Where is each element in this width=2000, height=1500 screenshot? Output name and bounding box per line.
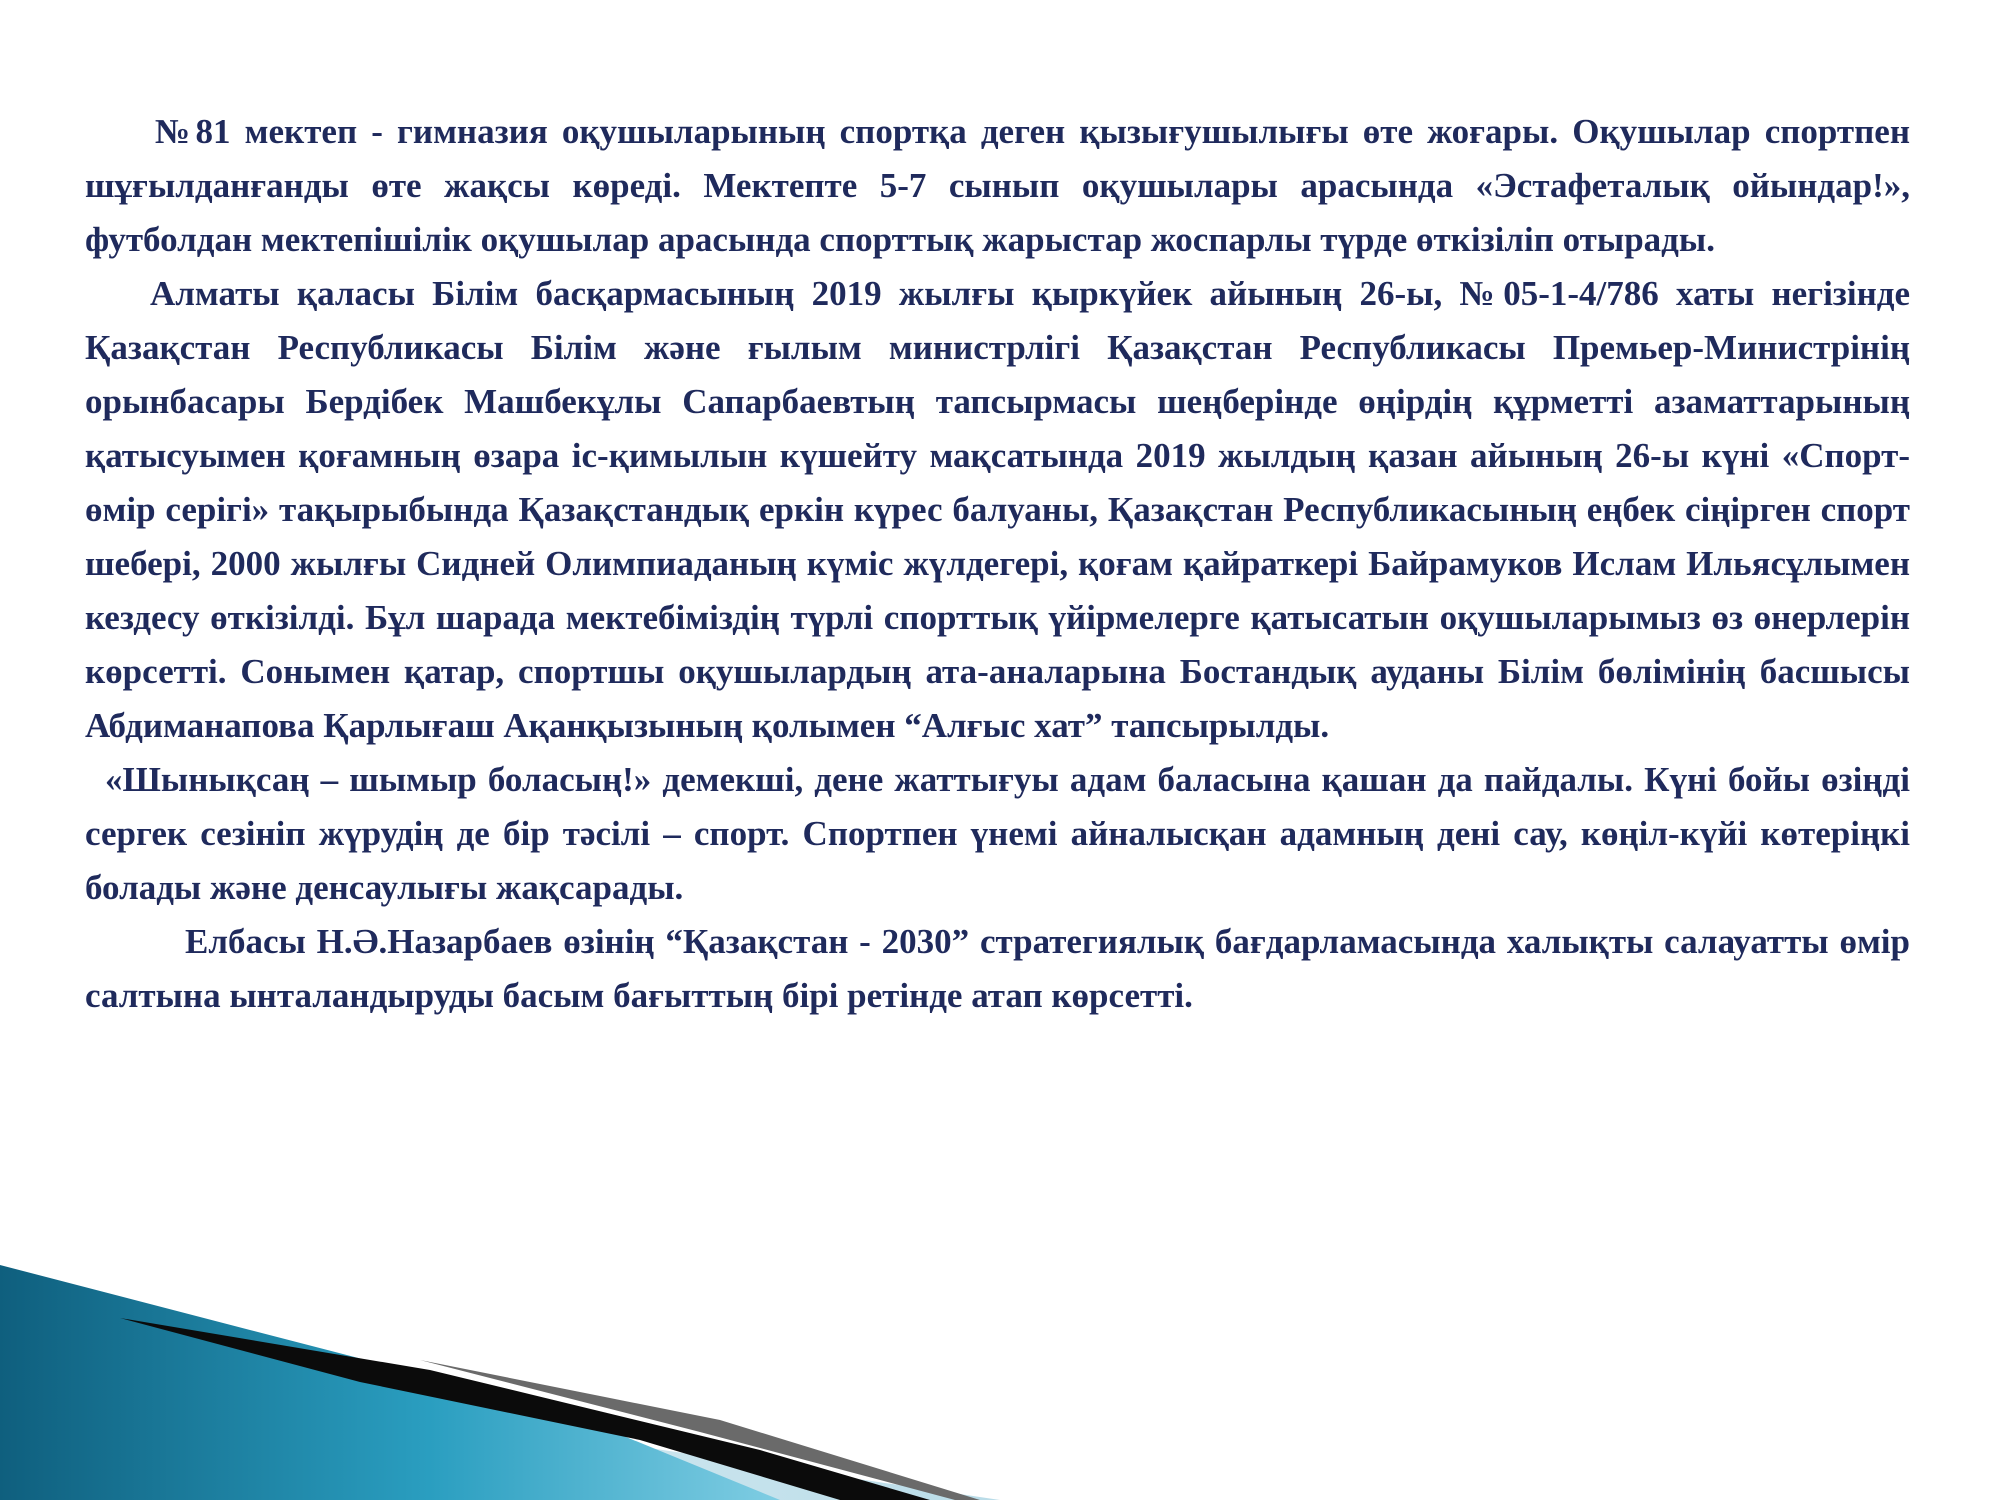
- grey-edge-shape: [420, 1360, 980, 1500]
- slide-text-body: [85, 105, 1910, 1023]
- paragraph-school-sports-interest: №81 мектеп - гимназия оқушыларының спортқа деген қызығушылығы өте жоғары. Оқушылар спортпен шұғылданғанды өте жақсы көреді. Мектепте 5-7 сынып оқушылары арасында «Эстафеталық ойындар!», футболдан мектепішілік оқушылар арасында спорттық жарыстар жоспарлы түрде өткізіліп отырады.: [85, 112, 1910, 259]
- dark-band-shape: [120, 1318, 930, 1500]
- paragraph-sport-benefits: «Шынықсаң – шымыр боласың!» демекші, дене жаттығуы адам баласына қашан да пайдалы. Күні бойы өзіңді сергек сезініп жүрудің де бір тәсілі – спорт. Спортпен үнемі айналысқан адамның дені сау, көңіл-күйі көтеріңкі болады және денсаулығы жақсарады.: [85, 760, 1910, 907]
- pale-sweep-shape: [0, 1295, 1000, 1500]
- paragraph-meeting-event: Алматы қаласы Білім басқармасының 2019 жылғы қыркүйек айының 26-ы, №05-1-4/786 хаты негізінде Қазақстан Республикасы Білім және ғылым министрлігі Қазақстан Республикасы Премьер-Министрінің орынбасары Бердібек Машбекұлы Сапарбаевтың тапсырмасы шеңберінде өңірдің құрметті азаматтарының қатысуымен қоғамның өзара іс-қимылын күшейту мақсатында 2019 жылдың қазан айының 26-ы күні «Спорт-өмір серігі» тақырыбында Қазақстандық еркін күрес балуаны, Қазақстан Республикасының еңбек сіңірген спорт шебері, 2000 жылғы Сидней Олимпиаданың күміс жүлдегері, қоғам қайраткері Байрамуков Ислам Ильясұлымен кездесу өткізілді. Бұл шарада мектебіміздің түрлі спорттық үйірмелерге қатысатын оқушыларымыз өз өнерлерін көрсетті. Сонымен қатар, спортшы оқушылардың ата-аналарына Бостандық ауданы Білім бөлімінің басшысы Абдиманапова Қарлығаш Ақанқызының қолымен “Алғыс хат” тапсырылды.: [85, 274, 1910, 745]
- paragraph-strategy-2030: Елбасы Н.Ә.Назарбаев өзінің “Қазақстан - 2030” стратегиялық бағдарламасында халықты салауатты өмір салтына ынталандыруды басым бағыттың бірі ретінде атап көрсетті.: [85, 922, 1910, 1015]
- teal-sweep-shape: [0, 1265, 780, 1500]
